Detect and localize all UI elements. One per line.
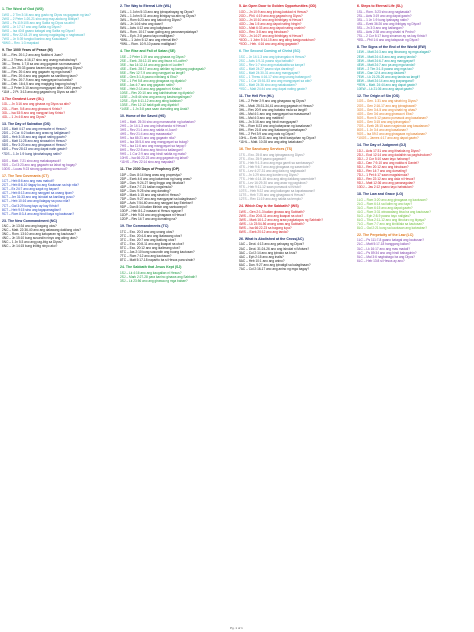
section: [2, 7, 114, 45]
verse-question-line: 3LC – Lk 16:17 ano ang mas madali?: [357, 246, 410, 251]
verse-question-line: 3OS – Gen 3:4-5 ano ang sinabi ng ahas?: [357, 107, 417, 112]
verse-question-line: 8HL – Rev 21:8 ano ang ikalawang kamatayan?: [239, 127, 307, 132]
verse-question-line: 8HS – Rev 22:5 ano ang hindi na kailangan?: [120, 148, 184, 153]
verse-question-line: 1HS – Matt. 25:34 sino ang mamanahin ng kaharian?: [120, 119, 196, 124]
section-title: 14. The Day of Judgment (DJ): [357, 142, 407, 147]
verse-question-line: 3NC – Rom. 13:10 ano ang katuparan ng kautusan?: [2, 232, 76, 237]
section-title: 13. The Day of Salvation (DS): [2, 121, 51, 126]
verse-question-line: *9OD – Heb. 4:16 ano ang ating gagawin?: [239, 41, 299, 46]
verse-question-line: 5HL – Mal 4:3 ano ang matitira?: [239, 115, 285, 120]
verse-question-line: 10DJ – Jas 2:12 paano tayo hahatulan?: [357, 184, 414, 189]
verse-question-line: 2GL – Rom. 5:8 ano ang ginawa ni Kristo?: [2, 106, 62, 111]
verse-question-line: 10HL – Ezek 33:11 ano ang hindi kasiyahan ng Diyos?: [239, 135, 317, 140]
verse-question-line: 6SL – Acts 2:38 ano ang sinabi ni Pedro?: [357, 29, 416, 34]
section-title: 8. The Signs of the End of the World (EW): [357, 44, 426, 49]
verse-question-line: 1LC – Ps 111:7-8 gaano katagal ang kautusan?: [357, 238, 425, 243]
section-title: 24. Which Day is the Sabbath? (WS): [239, 204, 299, 209]
verse-question-line: 4DP – Ezra 7:7-21 kailan nagsimula?: [120, 184, 173, 189]
verse-question-line: 5TC – Exo. 20:12 ano ang ikalimang utos?: [120, 246, 181, 251]
section-title: 16. The Sanctuary Services (TS): [239, 147, 293, 151]
verse-question-line: 5SL – Jn 3:3 ano ang kailangan?: [357, 25, 404, 30]
verse-question-line: 7AC – Col 2:16-17 ano ang anino ng mga bagay?: [239, 266, 310, 271]
verse-question-line: 9HS – 1 Cor 2:9 ano ang hindi nakita ng mata?: [120, 152, 187, 157]
section-title: 22. The Perpetuity of the Law (LC): [357, 232, 414, 237]
verse-question-line: 1OD – Jn 10:9 ano ang ipinag-katulad ni Hesus?: [239, 9, 308, 14]
verse-question-line: 10SE – Rev 20:10 ano ang kahihinatnan ng diyablo?: [120, 90, 195, 95]
section-title: 6. The Second Coming of Christ (SC): [239, 48, 301, 53]
verse-question-line: 2AC – Deut. 31:24-26 ano ang isinulat ni Moises?: [239, 246, 310, 251]
verse-question-line: 3AC – Col 2:14 ano ang ipinako sa krus?: [239, 250, 297, 255]
section: [2, 159, 114, 171]
verse-question-line: 4M — Jer. 25:33 gaano karami ang magugulat ng Diyos?: [2, 65, 83, 70]
verse-question-line: 2LG – Rom 6:14 sa ilalim ng ano tayo?: [357, 201, 413, 206]
verse-question-line: 1WS – Gen 2:1-3 kailan ginawa ang Sabbath?: [239, 209, 305, 214]
verse-question-line: 3DJ – 2 Cor 5:10 saan tayo haharap?: [357, 156, 411, 161]
verse-question-line: 6WG – Rev 22:18-19 ang sinong nagdagdag o nagbawas?: [2, 32, 86, 37]
verse-question-line: 1CT – Heb 8:6 ano ang mas mabuti?: [2, 179, 55, 184]
verse-question-line: 2EW – Matt 24:4-5 ano ang unang tanda?: [357, 54, 417, 59]
verse-question-line: *10OS – James 4:17 ano ang dapat gawin?: [357, 135, 419, 140]
verse-question-line: *9EW – Matt. 24:44 ano ang dapat gawin?: [357, 82, 417, 87]
section: [357, 45, 472, 91]
verse-question-line: 9DJ – Matt 12:36 ano ang pananagutan?: [357, 180, 415, 185]
verse-question-line: 7SL – 2 Cor 5:17 kung sinuman ay na kay Kristo?: [357, 33, 428, 38]
verse-question-line: 1M — Rev. 20:1,2 ano ang Nakita ni Juan?: [2, 53, 63, 58]
verse-question-line: 9OS – Isa 59:2 ano ang ginagawa ng kasalanan?: [357, 131, 427, 136]
verse-question-line: *14SE – 1 Jn 3:8 para saan dumating ang Anak?: [120, 107, 189, 112]
section-title: 1. The Word of God (WG): [2, 7, 44, 11]
section: [120, 49, 232, 111]
verse-question-line: 6TC – Jas 2:10 kung susundin ang buong kautusan?: [120, 250, 195, 255]
verse-question-line: 2NC – Matt. 22:36-40 ano ang dalawang dakilang utos?: [2, 228, 81, 233]
verse-question-line: 2SJ – Mark 2:27-28 para kanino ginawa ang Sabbath?: [120, 274, 198, 279]
verse-question-line: 4LG – Rom 3:31 winawalang bisa ba ang kautusan?: [357, 209, 431, 214]
verse-question-line: 9DS – Col 3:23 ano ang gagawin sa lahat ng bagay?: [2, 162, 77, 167]
section: [239, 147, 351, 201]
verse-question-line: 5LG – Eph 2:8-9 paano tayo naligtas?: [357, 213, 411, 218]
verse-question-line: 3SE – Isa 14:12-14 ano ang gusto ni Lucifer?: [120, 62, 184, 67]
verse-question-line: 9M — 2 Peter 3:10 anong mangyayari after 1000 years?: [2, 85, 82, 90]
section-title: 10. Home of the Saved (HS): [120, 114, 166, 119]
verse-question-line: 7HL – Rom 6:23 ano ang kabayaran ng kasalanan?: [239, 123, 312, 128]
verse-question-line: 1DP – Dan. 8:14 ilang araw ang propesiya?: [120, 172, 182, 177]
verse-question-line: 4WS – Lk 23:54-56 anong araw ang Sabbath?: [239, 221, 305, 226]
verse-question-line: 6SE – Gen 3:1-6 paano nilinlang si Eba?: [120, 74, 178, 79]
verse-question-line: 3M — Thess. 1:7,8 sa ano ang gagawin sa masasama?: [2, 61, 81, 66]
verse-question-line: 4OS – Gen 3:6 ano ang ginawa ni Eba?: [357, 111, 414, 116]
verse-question-line: 2HS – Jn 14:1-3 ano ang inihahanda ni Hesus?: [120, 123, 187, 128]
section-title: 3.The Greatest Love (GL): [2, 96, 44, 101]
verse-question-line: 2DS – 2 Cor. 6:2 kailan ang araw ng kaligtasan?: [2, 131, 71, 136]
verse-question-line: 6WS – Ezek 20:12 ano ang tanda?: [239, 229, 289, 234]
section-title: 4. The Rise and Fall of Satan (SE): [120, 48, 176, 53]
verse-question-line: 5WL – Acts 4:12 ano ang kaligtasan?: [120, 25, 173, 30]
verse-question-line: 4SE – Ezek. 28:17 ano ang dahilan ng kanyang pagbagsak?: [120, 66, 206, 71]
verse-question-line: 3GL – Isa 53:5 ano ang nangyari kay Kristo?: [2, 110, 65, 115]
section: [120, 224, 232, 262]
verse-question-line: 4SC – Matt 24:27 paano siya darating?: [239, 66, 295, 71]
verse-question-line: 2WL – 1 John 5:11 ano ang ibinigay sa atin ng Diyos?: [120, 13, 196, 18]
verse-question-line: 2DJ – Eccl 12:14 ano ang dadalhin sa paghuhukom?: [357, 152, 432, 157]
verse-question-line: 9SE – Heb 2:14 ano ang gagawin ni Kristo?: [120, 86, 182, 91]
verse-question-line: 3WL – Rom 6:23 ano ang kaloob ng Diyos?: [120, 17, 182, 22]
section: [2, 219, 114, 249]
verse-question-line: 5WG – Isa 40:8 gaano katagal ang Salita ng Diyos?: [2, 28, 76, 33]
verse-question-line: 6HL – Jn 3:16 ano ang hindi mangyayari?: [239, 119, 298, 124]
verse-question-line: 7WG – Jn 5:39 tungkol kanino ang Kasulatan?: [2, 36, 68, 41]
section-title: 12. The Origin of Sin (OS): [357, 93, 400, 98]
verse-question-line: 1TC – Exo. 20:3 ano ang unang utos?: [120, 229, 174, 234]
column-4: [357, 4, 472, 628]
verse-question-line: 6AC – Dan. 9:27 ano ang ipinatigil sa kalagitnaan?: [239, 262, 311, 267]
section-title: 17. The Two Covenants (CT): [2, 173, 49, 178]
verse-question-line: 7OD – Jn 14:27 ano ang ibinibigay ni Hesus?: [239, 33, 303, 38]
verse-question-line: 7DP – Dan. 9:27 ano ang mangyayari sa kalagitnaan?: [120, 197, 197, 202]
verse-question-line: 2DP – Ezek 4:6 ano ang katumbas ng isang araw?: [120, 176, 192, 181]
section: [239, 237, 351, 271]
verse-question-line: 3WS – Mark 16:1-2 ano ang araw pagkatapos ng Sabbath?: [239, 217, 323, 222]
section: [2, 48, 114, 94]
verse-question-line: 6DS – Prov 28:13 ano ang dapat natin gawin?: [2, 147, 68, 152]
verse-question-line: 5DJ – Rev 20:12 ano ang binuksan?: [357, 164, 409, 169]
section-title: 6. Steps to Eternal Life (SL): [357, 4, 403, 8]
verse-question-line: *11M – 2 Pt. 3:13 ano ang gagawin ng Diyos sa atin?: [2, 89, 77, 94]
verse-question-line: 7TC – Rom 7:12 ano ang kautusan?: [120, 254, 172, 259]
verse-question-line: 4OD – Jas 1:5 ano ang dapat nating hingin?: [239, 21, 302, 26]
verse-question-line: 1GL – Jn 3:16 ano ang ginawa ng Diyos sa atin?: [2, 102, 71, 107]
verse-question-line: 4WG – Jn 17:17 ano ang Salita ng Diyos?: [2, 24, 62, 29]
verse-question-line: 10TS – Heb 9:22 ano ang kailangan sa kapatawaran?: [239, 188, 316, 193]
verse-question-line: 4WL – Jn 14:6 sino ang daan?: [120, 21, 164, 26]
verse-question-line: 12SE – Eph 6:11-12 ano ang ating kalaban?: [120, 99, 183, 104]
verse-question-line: 11SE – Jn 8:44 sino ang ama ng kasinungalingan?: [120, 94, 192, 99]
verse-question-line: 9CT – Rom 8:3-4 ano ang hindi kaya ng kautusan?: [2, 211, 75, 216]
verse-question-line: 8DS – Matt. 7:21 sino ang makakapasok?: [2, 158, 62, 163]
verse-question-line: 1TS – Exo. 25:8 ano ang ipinagawa ng Diyos?: [239, 152, 305, 157]
verse-question-line: 7EW – Lk 21:25-26 ano ang tanda sa langit?: [357, 74, 421, 79]
verse-question-line: *8OD – 1 John 5:14-15 ano ang ating kasiguraduhan?: [239, 37, 316, 42]
verse-question-line: 6LC – Heb 13:8 si Hesus ay ano?: [357, 258, 405, 263]
verse-question-line: 5CT – Jer 31:33 ano ang isinulat sa kanilang puso?: [2, 195, 75, 200]
verse-question-line: 2SE – Ezek. 28:12-15 ano ang itsura ni Lucifer?: [120, 58, 188, 63]
verse-question-line: 1EW – Matt 24:3 ano ang itinanong ng mga alagad?: [357, 50, 431, 55]
section: [357, 94, 472, 140]
verse-question-line: 6OS – Gen 3:15 ano ang ipinangako?: [357, 119, 411, 124]
verse-question-line: 2OD – Phil. 4:19 ano ang gagawin ng Diyos?: [239, 13, 303, 18]
section: [120, 265, 232, 283]
verse-question-line: 11DP – Heb 9:24 ano ang ginagawa ni Hesus?: [120, 213, 187, 218]
verse-question-line: *9WL – Rom. 10:9-10 paano maliligtas?: [120, 41, 177, 46]
verse-question-line: 3DS – Heb 3:15 ano ang dapat nating gawin?: [2, 135, 67, 140]
verse-question-line: 4LC – Ps 89:34 ano ang hindi babaguhin?: [357, 250, 417, 255]
verse-question-line: *11HS – Rev 22:14 sino ang mapalad?: [120, 160, 175, 165]
verse-question-line: *8WL – 1 John 5:12 ano ang eternal life?: [120, 37, 178, 42]
verse-question-line: 5OS – Rom 5:12 paano pumasok ang kasalanan?: [357, 115, 428, 120]
verse-question-line: 1SJ – Lk 4:16 ano ang kaugalian ni Hesus?: [120, 270, 182, 275]
section: [239, 49, 351, 91]
verse-question-line: 8SE – Jas 4:7 ano ang gagawin natin?: [120, 82, 175, 87]
verse-question-line: 4TS – Heb 9:6-7 ano ang ginagawa ng saserdote?: [239, 164, 311, 169]
section-title: 9. The 1000 Years of Peace (M): [2, 47, 53, 52]
verse-question-line: *7DS – 1 Jn 1:9 kung ipinahahayag natin?: [2, 151, 62, 156]
verse-question-line: 5AC – Heb 10:1 ano ang anino?: [239, 258, 285, 263]
verse-question-line: 7LG – Rom 7:7 ano ang kinikilala sa kautusan?: [357, 221, 424, 226]
verse-question-line: 3DP – Dan. 9:24-27 ilang linggo ang itinakda?: [120, 180, 185, 185]
verse-question-line: 7M — Rev. 20:7-9 ano ang mangyayari sa kanila?: [2, 77, 73, 82]
section-title: 19. The Commandments (TC): [120, 224, 169, 229]
verse-question-line: 4DJ – Dan 7:9-10 ano ang nakita ni Daniel?: [357, 160, 419, 165]
section-title: 24. The Sabbath that Jesus Kept (SJ): [120, 265, 182, 270]
verse-question-line: 6DJ – Rev 14:7 ano ang dumating?: [357, 168, 408, 173]
verse-question-line: 4GL – 1 Jn 4:8 ano ang Diyos?: [2, 114, 46, 119]
verse-question-line: 3SC – Rev 1:7 sino ang makakakita sa kanya?: [239, 62, 306, 67]
verse-question-line: 4AC – Eph 2:15 ano ang inalis?: [239, 254, 284, 259]
verse-question-line: 5OD – Matt 6:33 ano ang dapat nating unahin?: [239, 25, 306, 30]
verse-question-line: 5DP – Dan. 9:25 sino ang darating?: [120, 188, 171, 193]
verse-question-line: 6HS – Isa 35:5-6 ano ang mangyayari sa bulag?: [120, 139, 189, 144]
verse-question-line: 1HL – 2 Peter 2:9 ano ang ginagawa ng Diyos?: [239, 99, 306, 104]
verse-question-line: 8OS – 1 Jn 3:4 ano ang kasalanan?: [357, 127, 408, 132]
page-footer: Pg. 1 of 1: [230, 626, 243, 630]
verse-question-line: 7SE – 1 Pet 5:8 ano ang ginagawa ng diyablo?: [120, 78, 187, 83]
verse-question-line: 1SE – 2 Peter 1:19 ano ang ginawa ng Diyos?: [120, 54, 186, 59]
verse-question-line: 7TS – Heb 4:14-16 sino ang ating dakilang saserdote?: [239, 176, 317, 181]
verse-question-line: 3TC – Exo. 20:7 ano ang ikatlong utos?: [120, 237, 176, 242]
verse-question-line: 5LC – Mal 3:6 nagbabago ba ang Diyos?: [357, 254, 415, 259]
verse-question-line: 9HL – 2 Pet 3:9 ano ang nais ng Diyos?: [239, 131, 296, 136]
verse-question-line: 7DJ – 1 Pet 4:17 saan magsisimula?: [357, 172, 409, 177]
verse-question-line: 7WL – Eph. 2:8 paano tayo maliligtas?: [120, 33, 175, 38]
verse-question-line: 5EW – 2 Tim 3:1-5 paano ang mga tao?: [357, 66, 414, 71]
verse-question-line: 5TS – Lev 4:27-31 ano ang dala ng nagkasala?: [239, 168, 307, 173]
verse-question-line: 6NC – Jn 14:15 kung iniibig ninyo ako?: [2, 244, 58, 249]
verse-question-line: 5SC – Matt 24:30-31 ano ang mangyayari?: [239, 70, 300, 75]
column-2: [120, 4, 232, 628]
section: [239, 204, 351, 234]
verse-question-line: 10DS – Lucas 9:23 sinong gustong sumunod?: [2, 166, 68, 171]
section: [2, 122, 114, 156]
section: [120, 114, 232, 164]
verse-question-line: 2CT – Heb 8:8-10 ilagay ko ang Kautusan sa isip nila?: [2, 183, 79, 188]
verse-question-line: 8SC – Matt 24:36 sino ang nakakaalam?: [239, 82, 297, 87]
verse-question-line: *8WG – Rev. 1:3 mapalad: [2, 40, 39, 45]
verse-question-line: 1NC – Jn 13:34 ano ang bagong utos?: [2, 224, 57, 229]
verse-question-line: 8LG – Gal 2:21 kung sa kautusan ang katuwiran?: [357, 225, 427, 230]
verse-question-line: 9DP – Dan 8:14 kailan lilinisin ang santuwaryo?: [120, 205, 188, 210]
verse-question-line: 4EW – Matt 24:7 ano pa ang mga tanda?: [357, 62, 416, 67]
verse-question-line: 5WS – Isa 66:22-23 sa bagong lupa?: [239, 225, 292, 230]
verse-question-line: 1SL – Rom. 3:23 sino ang nagkasala?: [357, 9, 411, 14]
verse-question-line: 6LG – Titus 2:11-12 ano ang itinuturo ng biyaya?: [357, 217, 426, 222]
section: [357, 192, 472, 230]
verse-question-line: 2WG – 2 Peter 1:20-21 sino ang may-akda ng Bibliya?: [2, 16, 80, 21]
verse-question-line: 13SE – Rev 12:12 bakit galit ang diyablo?: [120, 103, 180, 108]
verse-question-line: 2SL – Acts 3:19 ano ang dapat gawin?: [357, 13, 412, 18]
verse-question-line: 5DS – Rev 3:20 ano ang ginagawa ni Hesus?: [2, 143, 67, 148]
verse-question-line: 4HL – Mal 4:1 ano ang mangyayari sa masasama?: [239, 111, 311, 116]
verse-question-line: 8TS – Lev 16:29-30 ano ang araw ng pagtubos?: [239, 180, 308, 185]
verse-question-line: 7SC – 1 Cor 15:51-53 ano ang mangyayari sa atin?: [239, 78, 312, 83]
verse-question-line: 6M — Rev. 20:4 ano ang gagawin sa sanlibong taon?: [2, 73, 78, 78]
section-title: 5. An Open Door to Golden Opportunities (OD): [239, 4, 317, 8]
verse-question-line: 12DP – Rev 14:7 ano ang dumating na?: [120, 217, 177, 222]
section: [357, 143, 472, 189]
verse-question-line: 8CT – Heb 9:15 sino ang tagapamagitan?: [2, 207, 62, 212]
verse-question-line: 6TS – Jn 1:29 sino ang kordero ng Diyos?: [239, 172, 299, 177]
verse-question-line: 3HL – Rev 20:9 ano ang bababa mula sa langit?: [239, 107, 308, 112]
verse-question-line: 4NC – Jn 15:10 kung susundin ninyo ang aking utos?: [2, 236, 78, 241]
verse-question-line: 12TS – Rev 11:19 ano ang nakita sa templo?: [239, 197, 303, 202]
verse-question-line: 7HS – Isa 11:6 ano ang mangyayari sa hayop?: [120, 144, 187, 148]
verse-question-line: 1DS – Matt 4:17 ano ang mensahe ni Hesus?: [2, 127, 67, 132]
verse-question-line: 6EW – Dan 12:4 ano ang dadami?: [357, 70, 406, 75]
verse-question-line: 7CT – Gal 3:29 kung tayo ay kay Kristo?: [2, 203, 60, 208]
verse-question-line: 1WL – 1 John 5:13 ano ang ipinapahayag ng Diyos?: [120, 9, 194, 14]
verse-question-line: 3CT – Ex 24:7 ano ang sagot ng bayan?: [2, 187, 60, 192]
section: [120, 167, 232, 221]
verse-question-line: 10EW – Lk 21:36 ano ang dapat gawin?: [357, 86, 414, 91]
section-title: 18. The Law and Grace (LG): [357, 191, 404, 196]
section: [120, 4, 232, 46]
verse-question-line: 2OS – Gen 2:16-17 ano ang ipinagbawal?: [357, 103, 417, 108]
verse-question-line: 10HS – Isa 66:22-23 ano ang gagawin ng lahat?: [120, 156, 189, 161]
verse-question-line: 1DJ – Acts 17:31 ano ang itinakda ng Diyos?: [357, 148, 421, 153]
verse-question-line: 8TC – Matt 5:17-18 naparito ba si Hesus para sirain?: [120, 258, 195, 263]
column-1: [2, 4, 114, 628]
verse-question-line: 2LC – Matt 5:17-18 hanggang kailan?: [357, 242, 411, 247]
section-title: 2. The Way to Eternal Life (WL): [120, 4, 172, 8]
verse-question-line: 2HL – Matt. 25:31-34,41 ano ang gagawin ni Hesus?: [239, 103, 314, 108]
section-title: 26. What is Abolished at the Cross(AC): [239, 236, 304, 241]
verse-question-line: 1WG – 2 Tim 3:16 ano ang gusto ng Diyos na gagawin ng tao?: [2, 12, 91, 17]
section: [357, 4, 472, 42]
verse-question-line: 6WL – Rom. 10:17 saan galing ang pananampalataya?: [120, 29, 198, 34]
verse-question-line: 2SC – Acts 1:9-11 paano siya babalik?: [239, 58, 294, 63]
section-title: 11. The Hell Fire (HL): [239, 93, 274, 98]
verse-question-line: 8EW – Matt 24:14 ano ang ipapangaral?: [357, 78, 415, 83]
column-3: [239, 4, 351, 628]
verse-question-line: 1AC – Deut. 4:13 ano ang pahayag ng Diyos?: [239, 242, 305, 247]
section-title: 11. The 2300 Days of Prophecy (DP): [120, 167, 180, 172]
verse-question-line: 2M — 2 Thess. 4:16,17 sino ang unang mabubuhay?: [2, 57, 78, 62]
verse-question-line: 10DP – Heb 8:1-2 nasaan si Hesus ngayon?: [120, 209, 184, 214]
section: [357, 233, 472, 263]
section: [239, 4, 351, 46]
verse-question-line: 6CT – Heb 10:16 ano ang ilalagay sa puso nila?: [2, 199, 70, 204]
verse-question-line: 4HS – Rev 21:4 ano ang mawawala?: [120, 131, 173, 136]
verse-question-line: *11HL – Matt. 10:28 ano ang ating katakutan?: [239, 139, 304, 144]
verse-question-line: 5SE – Rev 12:7-9 ano ang nangyari sa langit?: [120, 70, 186, 75]
verse-question-line: 3SJ – Lk 23:56 ano ang ginawa ng mga babae?: [120, 278, 188, 283]
verse-question-line: 9TS – Heb 9:11-12 saan pumasok si Kristo?: [239, 184, 302, 189]
verse-question-line: 4SL – Ezek 36:26 ano ang ibibigay ng Diyos?: [357, 21, 422, 26]
verse-question-line: 4TC – Exo. 20:8-11 ano ang ikaapat na utos?: [120, 242, 185, 247]
verse-question-line: 6SC – 1 Thess 4:16-17 sino ang unang babangon?: [239, 74, 312, 79]
verse-question-line: 2TS – Exo. 25:9 paano gagawin?: [239, 156, 287, 161]
verse-question-line: 8DP – Acts 7:54-60 ano ang nangyari kay Esteban?: [120, 201, 194, 206]
section: [2, 174, 114, 216]
verse-question-line: 5NC – 1 Jn 5:3 ano ang pag-ibig sa Diyos?: [2, 240, 63, 245]
verse-question-line: 3LG – Rom 6:15 ano ang dapat gawin?: [357, 205, 413, 210]
verse-question-line: 3OD – Jn 10:10 ano ang ibinibigay ni Hesus?: [239, 17, 303, 22]
section: [2, 97, 114, 119]
verse-question-line: 3HS – Rev 21:1 ano ang nakita ni Juan?: [120, 127, 178, 132]
verse-question-line: 4CT – Heb 8:13 ano ang nangyari sa unang tipan?: [2, 191, 74, 196]
verse-question-line: 4DS – Matt 11:28 ano ang sinasabi ni Hesus?: [2, 139, 67, 144]
verse-question-line: 11TS – Heb 7:25 ano ang ginagawa ni Hesus?: [239, 193, 305, 198]
verse-question-line: 1OS – Gen. 1:31 ano ang sinabi ng Diyos?: [357, 99, 418, 104]
verse-question-line: 8M — Deh. 16:4,5 ano ang magiging bagong buhay?: [2, 81, 77, 86]
verse-question-line: 3SL – 1 Jn 1:9 kung ipahayag natin?: [357, 17, 409, 22]
verse-question-line: 3EW – Matt 24:6-7 ano ang mangyayari?: [357, 58, 416, 63]
verse-question-line: *9SC – Matt 24:44 ano ang dapat nating gawin?: [239, 86, 307, 91]
verse-question-line: *8SL – Phil 1:6 ano ang tatapusin ng Diyos?: [357, 37, 420, 42]
verse-question-line: 5HS – Isa 65:21 ano ang gagawin nila?: [120, 135, 176, 140]
verse-question-line: 2TC – Exo. 20:4-6 ano ang ikalawang utos?: [120, 233, 183, 238]
verse-question-line: 6DP – Mark 1:15 ano ang sinabi ni Hesus?: [120, 193, 181, 198]
verse-question-line: 7OS – Ezek 28:15 saan nagsimula ang kasalanan?: [357, 123, 430, 128]
verse-question-line: 6OD – Rev. 3:8 ano ang binuksan?: [239, 29, 289, 34]
verse-question-line: 3WG – Ps 119:105 ano ang Salita ng Diyos sa atin?: [2, 20, 76, 25]
verse-question-line: 1SC – Jn 14:1-3 ano ang ipinangako ni Hesus?: [239, 54, 306, 59]
verse-question-line: 1LG – Rom 3:20 ano ang ginagawa ng kautusan?: [357, 197, 428, 202]
verse-question-line: 5M — Rev. 20:4 ano ang gagawin ng mga banal?: [2, 69, 72, 74]
verse-question-line: 8DJ – Rev 22:12 ano ang dala ni Hesus?: [357, 176, 416, 181]
section-title: 23. The New Commandment (NC): [2, 218, 58, 223]
section: [239, 94, 351, 144]
verse-question-line: 2WS – Exo 20:8-11 ano ang ikaapat na utos?: [239, 213, 304, 218]
verse-question-line: 3TS – Heb 9:1-5 ano ang mga gamit sa santuwaryo?: [239, 160, 314, 165]
